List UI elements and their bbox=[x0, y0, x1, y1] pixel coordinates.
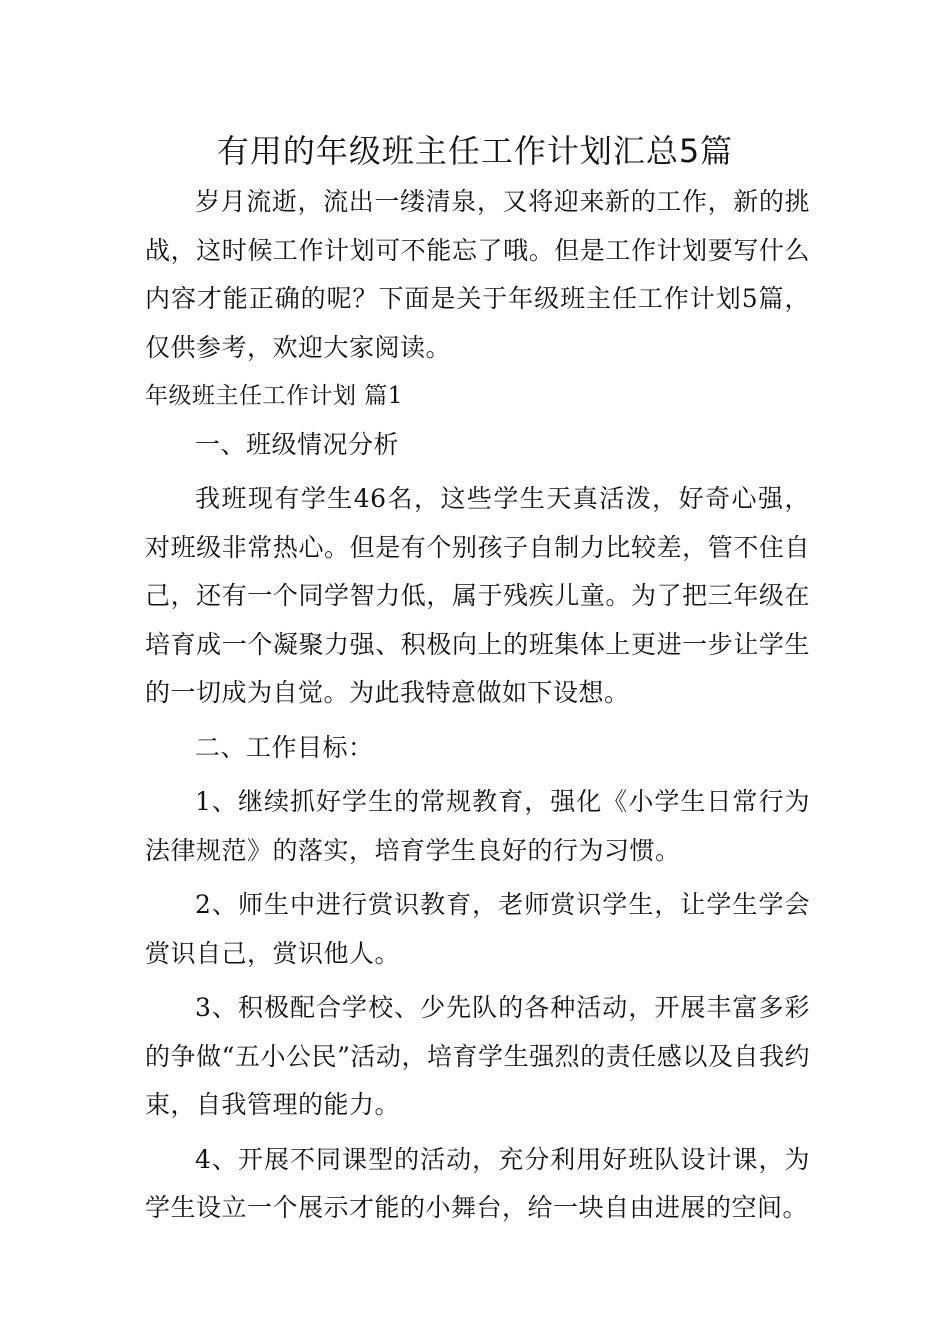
document-body bbox=[145, 178, 810, 1233]
paragraph-goal-2: 2、师生中进行赏识教育，老师赏识学生，让学生学会赏识自己，赏识他人。 bbox=[145, 890, 810, 968]
paragraph-analysis-heading: 一、班级情况分析 bbox=[195, 429, 400, 459]
paragraph-class-analysis: 我班现有学生46名，这些学生天真活泼，好奇心强，对班级非常热心。但是有个别孩子自制力比较差，管不住自己，还有一个同学智力低，属于残疾儿童。为了把三年级在培育成一个凝聚力强、积极向上的班集体上更进一步让学生的一切成为自觉。为此我特意做如下设想。 bbox=[145, 484, 810, 707]
paragraph-goal-3: 3、积极配合学校、少先队的各种活动，开展丰富多彩的争做“五小公民”活动，培育学生强烈的责任感以及自我约束，自我管理的能力。 bbox=[145, 993, 810, 1119]
paragraph-goal-1: 1、继续抓好学生的常规教育，强化《小学生日常行为法律规范》的落实，培育学生良好的行为习惯。 bbox=[145, 787, 810, 865]
intro-paragraph: 岁月流逝，流出一缕清泉，又将迎来新的工作，新的挑战，这时候工作计划可不能忘了哦。但是工作计划要写什么内容才能正确的呢？下面是关于年级班主任工作计划5篇，仅供参考，欢迎大家阅读。 bbox=[145, 187, 810, 362]
paragraph-goals-heading: 二、工作目标： bbox=[195, 732, 374, 762]
section-heading: 年级班主任工作计划 篇1 bbox=[145, 383, 403, 409]
paragraph-goal-4: 4、开展不同课型的活动，充分利用好班队设计课，为学生设立一个展示才能的小舞台，给一块自由进展的空间。 bbox=[145, 1144, 810, 1222]
document-title: 有用的年级班主任工作计划汇总5篇 bbox=[216, 132, 734, 170]
